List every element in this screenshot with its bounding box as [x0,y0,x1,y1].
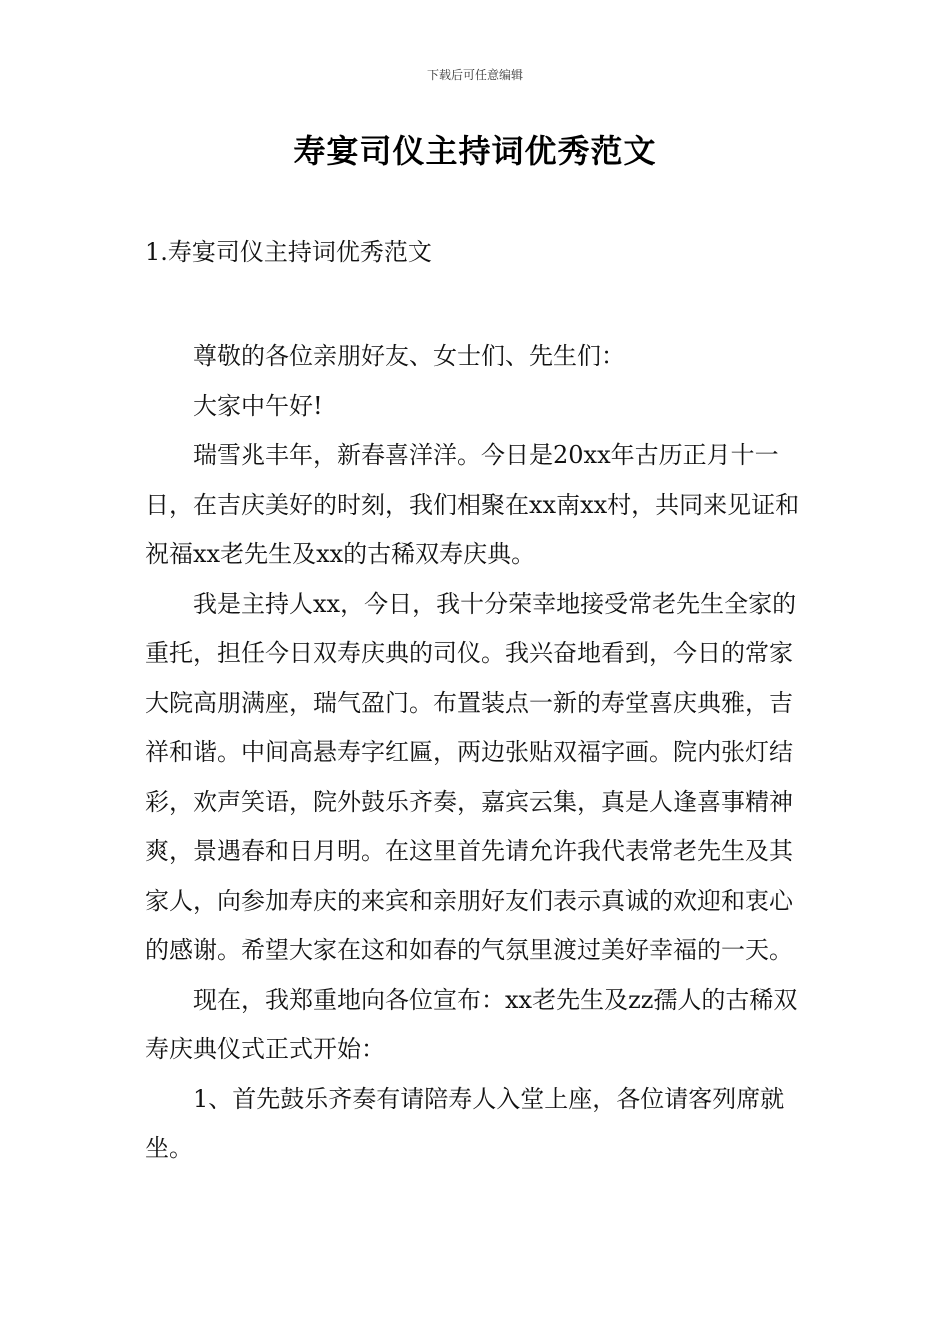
document-title: 寿宴司仪主持词优秀范文 [293,132,657,170]
paragraph-host: 我是主持人xx，今日，我十分荣幸地接受常老先生全家的重托，担任今日双寿庆典的司仪。我兴奋地看到，今日的常家大院高朋满座，瑞气盈门。布置装点一新的寿堂喜庆典雅，吉祥和谐。中间高悬寿字红匾，两边张贴双福字画。院内张灯结彩，欢声笑语，院外鼓乐齐奏，嘉宾云集，真是人逢喜事精神爽，景遇春和日月明。在这里首先请允许我代表常老先生及其家人，向参加寿庆的来宾和亲朋好友们表示真诚的欢迎和衷心的感谢。希望大家在这和如春的气氛里渡过美好幸福的一天。 [145,589,797,964]
paragraph-announcement: 现在，我郑重地向各位宣布：xx老先生及zz孺人的古稀双寿庆典仪式正式开始： [145,985,798,1063]
paragraph-hello: 大家中午好! [193,391,323,420]
paragraph-intro: 瑞雪兆丰年，新春喜洋洋。今日是20xx年古历正月十一日，在吉庆美好的时刻，我们相聚在xx南xx村，共同来见证和祝福xx老先生及xx的古稀双寿庆典。 [145,441,800,568]
paragraph-step-1: 1、首先鼓乐齐奏有请陪寿人入堂上座，各位请客列席就坐。 [145,1084,785,1162]
section-heading: 1.寿宴司仪主持词优秀范文 [145,238,432,266]
document-body [145,332,807,1174]
paragraph-greeting: 尊敬的各位亲朋好友、女士们、先生们： [193,342,625,370]
header-note: 下载后可任意编辑 [426,68,523,82]
